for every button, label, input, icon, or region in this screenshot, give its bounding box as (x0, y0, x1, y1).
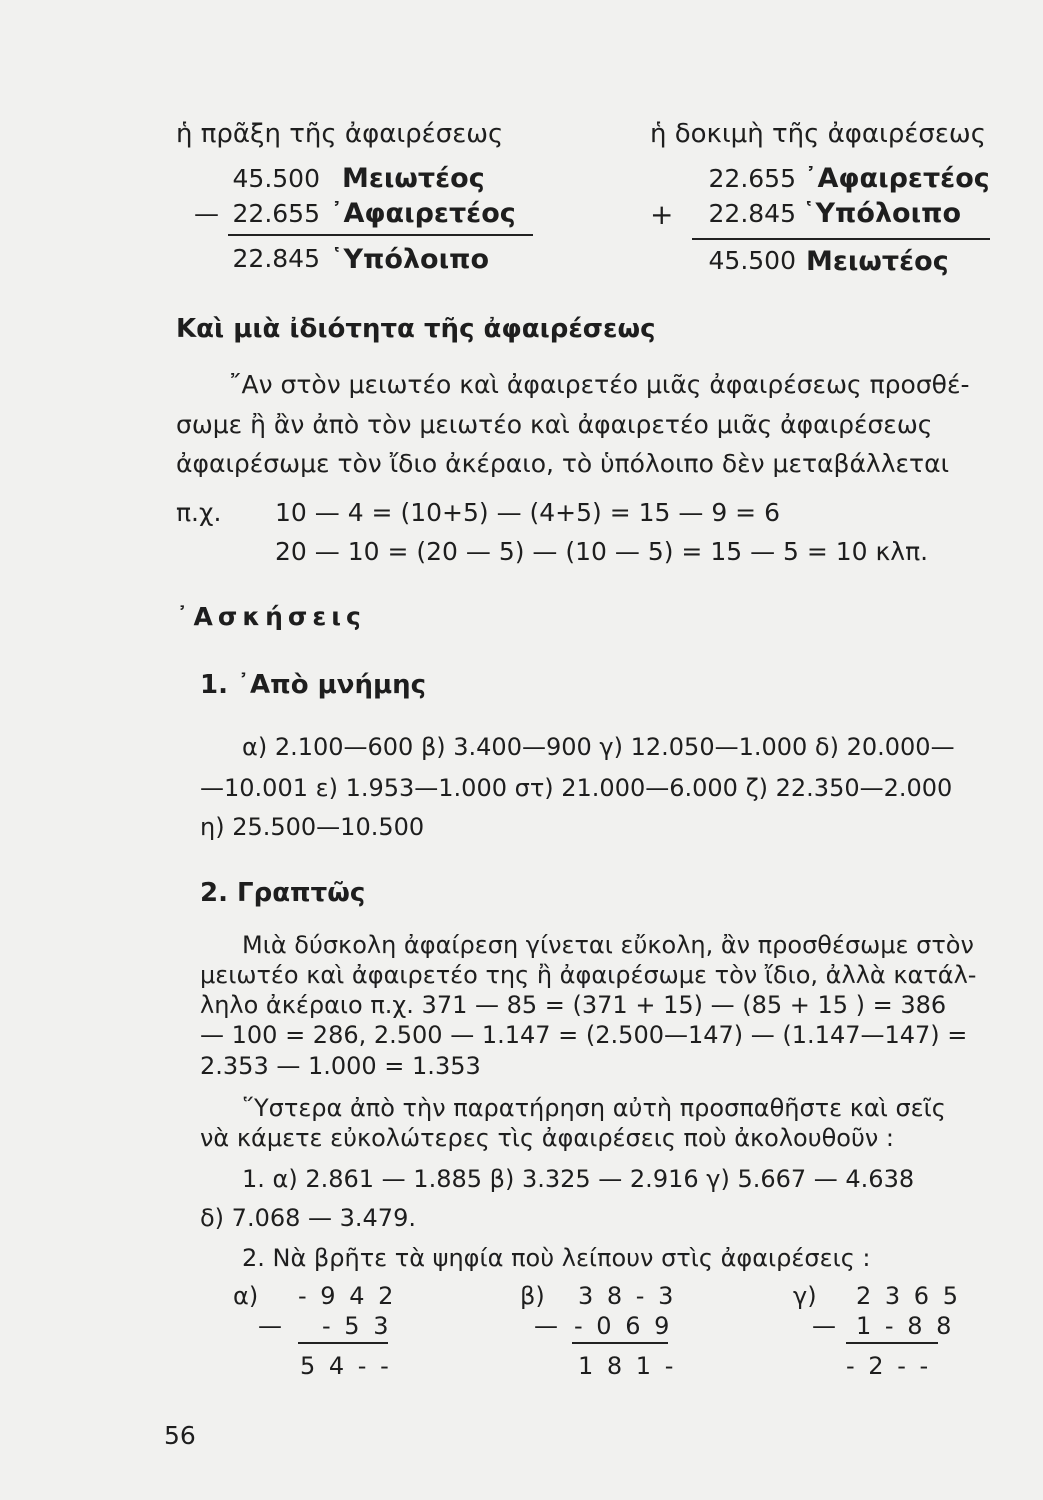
subtrahend-value: 22.655 (232, 199, 320, 228)
right-heading: ἡ δοκιμὴ τῆς ἀφαιρέσεως (650, 119, 986, 149)
subtrahend-label: ᾿Αφαιρετέος (330, 198, 516, 229)
property-line-2: σωμε ἢ ἂν ἀπὸ τὸν μειωτέο καὶ ἀφαιρετέο μιᾶς ἀφαιρέσεως (176, 410, 933, 439)
remainder-value: 22.845 (232, 244, 320, 273)
puzzle-c-minus: — (812, 1312, 836, 1340)
sum-rule-left (228, 234, 533, 236)
exercise-1-line-3: η) 25.500—10.500 (200, 813, 425, 841)
exercise-2-title: 2. Γραπτῶς (200, 878, 366, 908)
puzzle-b-top: 3 8 - 3 (578, 1282, 677, 1310)
exercise-2-after-line-1: ῞Υστερα ἀπὸ τὴν παρατήρηση αὐτὴ προσπαθῆστε καὶ σεῖς (242, 1094, 946, 1122)
minus-operator: — (194, 199, 219, 228)
puzzle-c-label: γ) (793, 1282, 817, 1310)
exercise-2-line-2: μειωτέο καὶ ἀφαιρετέο της ἢ ἀφαιρέσωμε τὸν ἴδιο, ἀλλὰ κατάλ- (200, 961, 977, 989)
exercise-2-line-4: — 100 = 286, 2.500 — 1.147 = (2.500—147) — (1.147—147) = (200, 1021, 968, 1049)
puzzle-b-result: 1 8 1 - (578, 1352, 677, 1380)
example-line-2: 20 — 10 = (20 — 5) — (10 — 5) = 15 — 5 = 10 κλπ. (275, 537, 929, 566)
exercise-1-line-2: —10.001 ε) 1.953—1.000 στ) 21.000—6.000 ζ) 22.350—2.000 (200, 774, 953, 802)
example-label: π.χ. (176, 498, 222, 527)
task-1-line-2: δ) 7.068 — 3.479. (200, 1204, 416, 1232)
sum-rule-right (692, 238, 990, 240)
check-minuend-label: Μειωτέος (806, 246, 949, 277)
page-number: 56 (164, 1421, 196, 1450)
puzzle-b-minus: — (534, 1312, 558, 1340)
puzzle-b-label: β) (520, 1282, 545, 1310)
exercise-2-line-1: Μιὰ δύσκολη ἀφαίρεση γίνεται εὔκολη, ἂν προσθέσωμε στὸν (242, 931, 974, 959)
puzzle-a-minus: — (258, 1312, 282, 1340)
puzzle-b-rule (572, 1342, 668, 1344)
exercise-1-line-1: α) 2.100—600 β) 3.400—900 γ) 12.050—1.000 δ) 20.000— (242, 733, 955, 761)
task-1-line-1: 1. α) 2.861 — 1.885 β) 3.325 — 2.916 γ) 5.667 — 4.638 (242, 1165, 915, 1193)
plus-operator: + (650, 198, 674, 231)
exercise-1-title: 1. ᾿Απὸ μνήμης (200, 670, 427, 700)
puzzle-a-rule (298, 1342, 388, 1344)
check-subtrahend-value: 22.655 (708, 164, 796, 193)
check-remainder-value: 22.845 (708, 199, 796, 228)
exercises-heading: ᾿Ασκήσεις (176, 602, 366, 631)
puzzle-b-middle: - 0 6 9 (574, 1312, 673, 1340)
example-line-1: 10 — 4 = (10+5) — (4+5) = 15 — 9 = 6 (275, 498, 780, 527)
exercise-2-after-line-2: νὰ κάμετε εὐκολώτερες τὶς ἀφαιρέσεις ποὺ ἀκολουθοῦν : (200, 1124, 894, 1152)
puzzle-c-rule (846, 1342, 938, 1344)
check-remainder-label: ῾Υπόλοιπο (802, 198, 962, 229)
property-line-3: ἀφαιρέσωμε τὸν ἴδιο ἀκέραιο, τὸ ὑπόλοιπο δὲν μεταβάλλεται (176, 449, 950, 478)
minuend-label: Μειωτέος (342, 163, 485, 194)
puzzle-a-result: 5 4 - - (300, 1352, 392, 1380)
property-heading: Καὶ μιὰ ἰδιότητα τῆς ἀφαιρέσεως (176, 314, 656, 344)
puzzle-a-top: - 9 4 2 (298, 1282, 397, 1310)
property-line-1: ῎Αν στὸν μειωτέο καὶ ἀφαιρετέο μιᾶς ἀφαιρέσεως προσθέ- (229, 370, 970, 399)
exercise-2-line-3: ληλο ἀκέραιο π.χ. 371 — 85 = (371 + 15) — (85 + 15 ) = 386 (200, 991, 947, 1019)
check-subtrahend-label: ᾿Αφαιρετέος (804, 163, 990, 194)
puzzle-c-middle: 1 - 8 8 (856, 1312, 955, 1340)
left-heading: ἡ πρᾶξη τῆς ἀφαιρέσεως (176, 119, 504, 149)
puzzle-a-middle: - 5 3 (322, 1312, 392, 1340)
puzzle-a-label: α) (233, 1282, 259, 1310)
minuend-value: 45.500 (232, 164, 320, 193)
task-2-line: 2. Νὰ βρῆτε τὰ ψηφία ποὺ λείπουν στὶς ἀφαιρέσεις : (242, 1244, 871, 1272)
remainder-label: ῾Υπόλοιπο (330, 244, 490, 275)
puzzle-c-top: 2 3 6 5 (856, 1282, 961, 1310)
puzzle-c-result: - 2 - - (846, 1352, 932, 1380)
check-minuend-value: 45.500 (708, 246, 796, 275)
exercise-2-line-5: 2.353 — 1.000 = 1.353 (200, 1052, 481, 1080)
